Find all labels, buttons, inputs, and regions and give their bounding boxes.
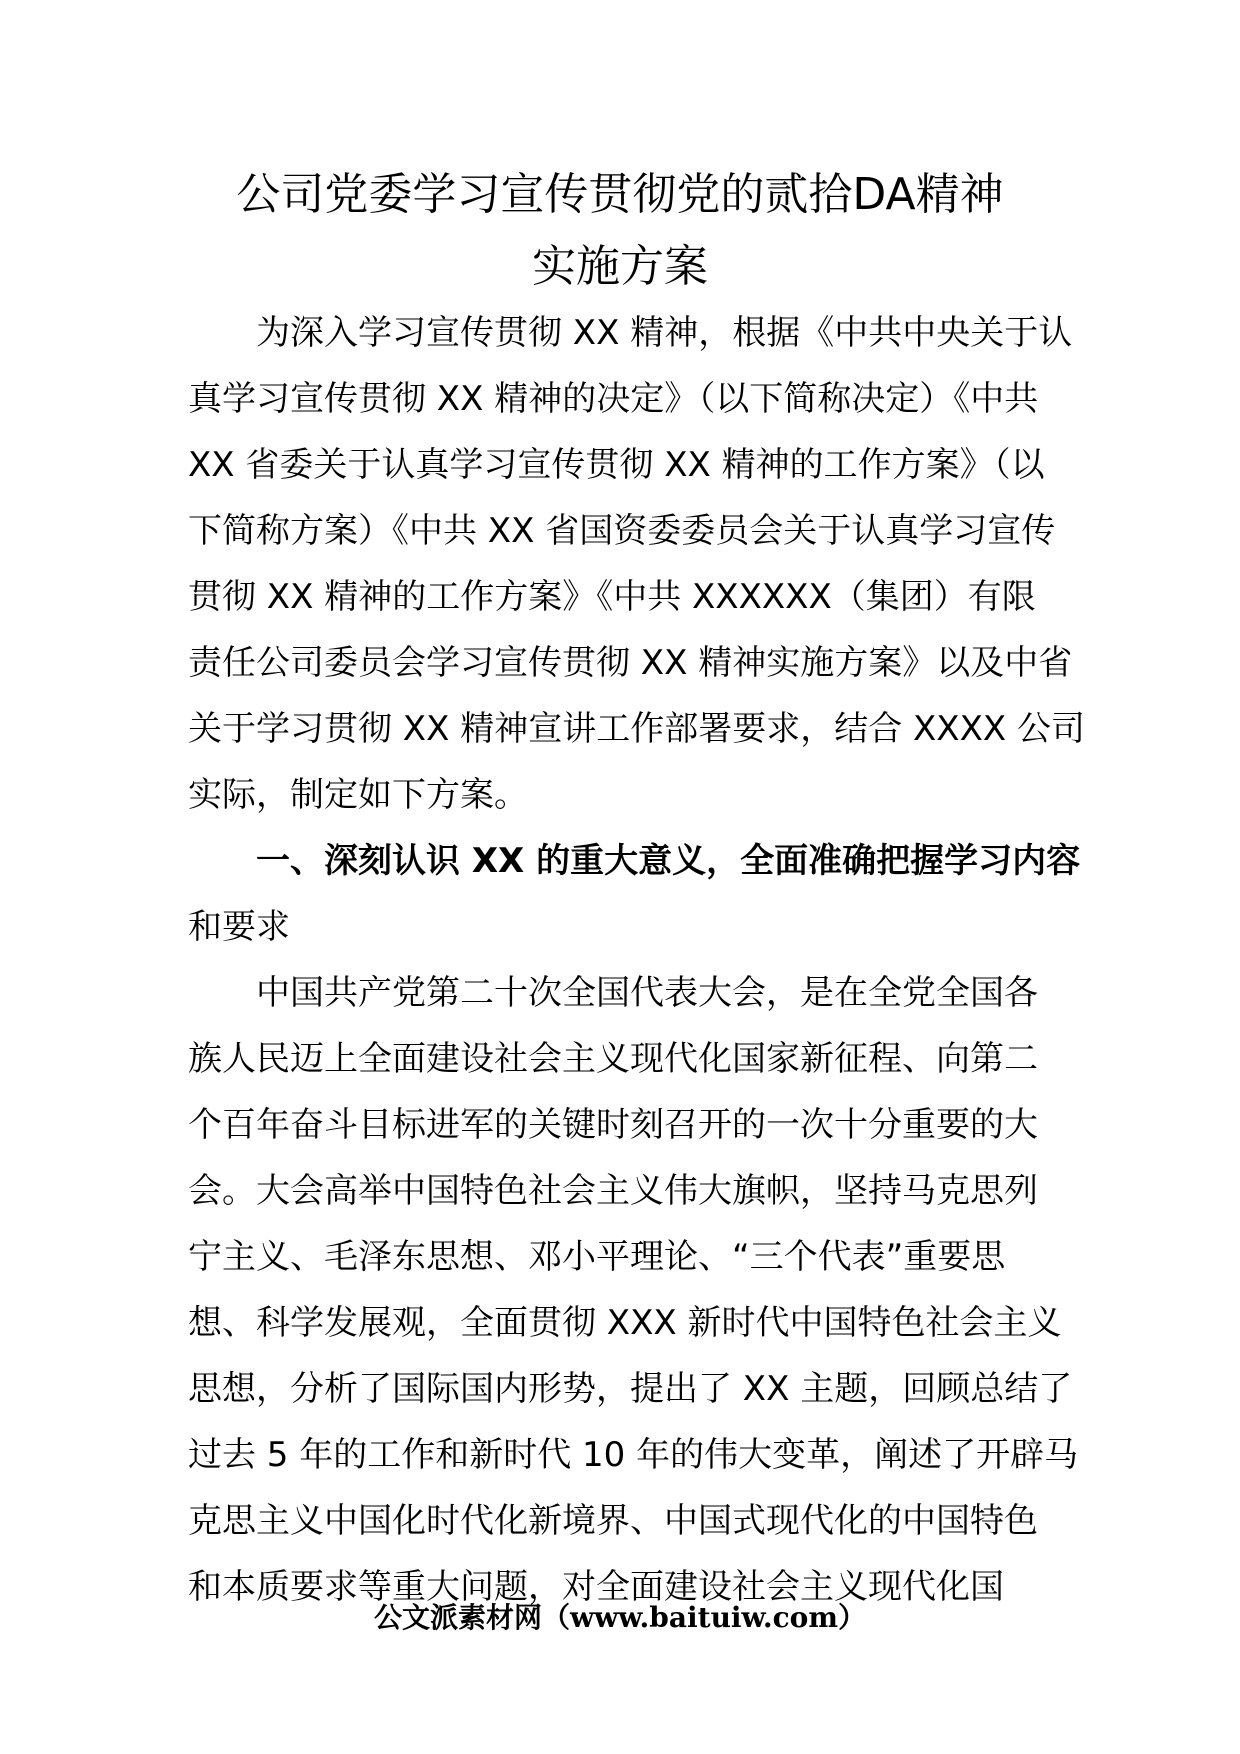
footer-watermark-text: 公文派素材网（www.baituiw.com） [374, 1601, 866, 1634]
body-line: 下简称方案）《中共 XX 省国资委委员会关于认真学习宣传 [188, 511, 1056, 551]
body-line: 和本质要求等重大问题，对全面建设社会主义现代化国 [188, 1567, 1004, 1607]
section-heading-line: 一、深刻认识 XX 的重大意义，全面准确把握学习内容 [256, 841, 1081, 881]
body-line: 实际，制定如下方案。 [188, 775, 528, 815]
body-line: 贯彻 XX 精神的工作方案》《中共 XXXXXX（集团）有限 [188, 577, 1036, 617]
body-line: 宁主义、毛泽东思想、邓小平理论、“三个代表”重要思 [188, 1237, 1006, 1277]
body-line: 克思主义中国化时代化新境界、中国式现代化的中国特色 [188, 1501, 1038, 1541]
body-line: 为深入学习宣传贯彻 XX 精神，根据《中共中央关于认 [256, 313, 1073, 353]
body-line: 关于学习贯彻 XX 精神宣讲工作部署要求，结合 XXXX 公司 [188, 709, 1085, 749]
body-line: 真学习宣传贯彻 XX 精神的决定》（以下简称决定）《中共 [188, 379, 1039, 419]
document-title-line-1: 公司党委学习宣传贯彻党的贰拾DA精神 [236, 169, 1004, 220]
body-line: 中国共产党第二十次全国代表大会，是在全党全国各 [256, 973, 1038, 1013]
document-body [188, 300, 1085, 1620]
body-line: 过去 5 年的工作和新时代 10 年的伟大变革，阐述了开辟马 [188, 1435, 1079, 1475]
body-line: 个百年奋斗目标进军的关键时刻召开的一次十分重要的大 [188, 1105, 1038, 1145]
document-title-line-2: 实施方案 [532, 241, 708, 292]
body-line: 会。大会高举中国特色社会主义伟大旗帜，坚持马克思列 [188, 1171, 1038, 1211]
body-line: 责任公司委员会学习宣传贯彻 XX 精神实施方案》以及中省 [188, 643, 1073, 683]
body-line: 族人民迈上全面建设社会主义现代化国家新征程、向第二 [188, 1039, 1038, 1079]
body-line: 想、科学发展观，全面贯彻 XXX 新时代中国特色社会主义 [188, 1303, 1062, 1343]
body-line: 思想，分析了国际国内形势，提出了 XX 主题，回顾总结了 [188, 1369, 1073, 1409]
body-line: XX 省委关于认真学习宣传贯彻 XX 精神的工作方案》（以 [188, 445, 1045, 485]
section-heading-line: 和要求 [188, 907, 290, 947]
